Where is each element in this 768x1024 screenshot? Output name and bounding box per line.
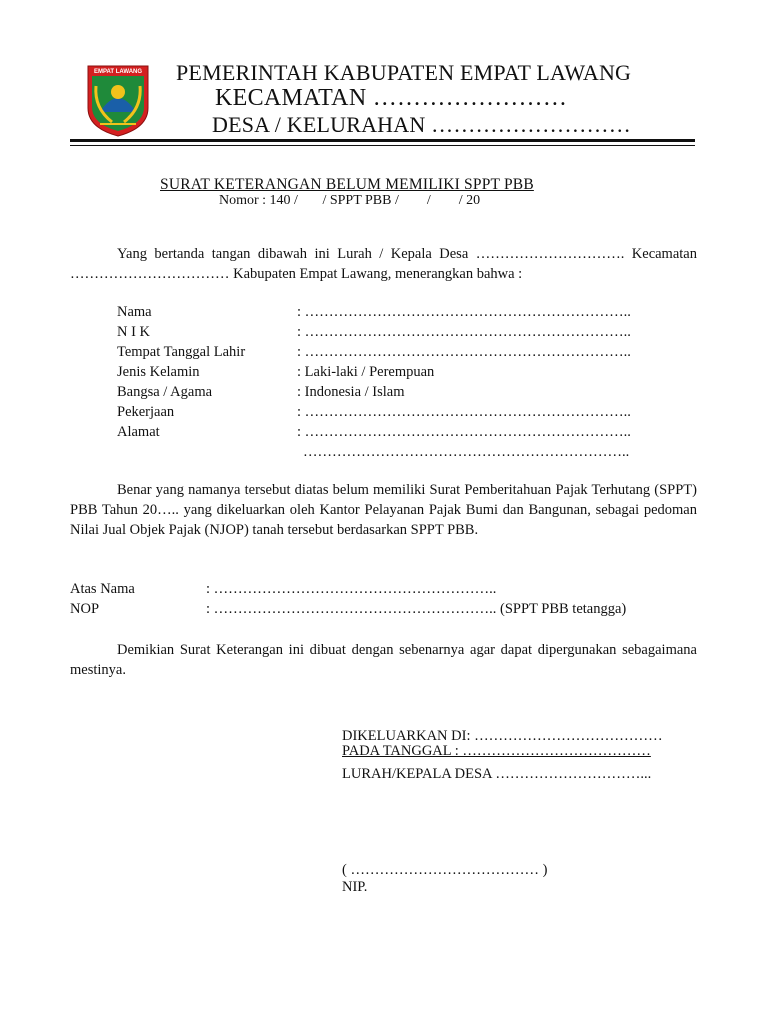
field-row-jenis-kelamin <box>0 362 768 382</box>
field-value: : Laki-laki / Perempuan <box>297 364 435 380</box>
alamat-continuation: ………………………………………………………….. <box>303 444 630 460</box>
letterhead-line-2: KECAMATAN …………………… <box>215 85 568 111</box>
letter-title: SURAT KETERANGAN BELUM MEMILIKI SPPT PBB <box>160 176 534 193</box>
field-row-ttl <box>0 342 768 362</box>
letterhead-rule-thin <box>70 145 695 146</box>
field-label: Tempat Tanggal Lahir <box>117 344 246 360</box>
field-value: : ………………………………………………………….. <box>297 424 631 440</box>
field-value: : Indonesia / Islam <box>297 384 405 400</box>
field-value: : ………………………………………………….. (SPPT PBB tetangga) <box>206 601 627 617</box>
body-paragraph: Benar yang namanya tersebut diatas belum memiliki Surat Pemberitahuan Pajak Terhutang (SPPT) PBB Tahun 20….. yang dikeluarkan oleh Kantor Pelayanan Pajak Bumi dan Bangunan, sebagai pedoman Nilai Jual Objek Pajak (NJOP) tanah tersebut berdasarkan SPPT PBB. <box>70 482 697 538</box>
field-value: : ………………………………………………………….. <box>297 404 631 420</box>
field-label: Alamat <box>117 424 160 440</box>
field-row-nama <box>0 302 768 322</box>
signatory-name: ( ………………………………… ) <box>342 862 548 878</box>
field-row-nik <box>0 322 768 342</box>
field-value: : ………………………………………………….. <box>206 581 497 597</box>
field-row-atas-nama <box>0 579 768 599</box>
letterhead-rule-thick <box>70 139 695 142</box>
letter-number: Nomor : 140 / / SPPT PBB / / / 20 <box>219 193 481 208</box>
letterhead-line-3: DESA / KELURAHAN ……………………… <box>212 112 631 137</box>
signatory-title: LURAH/KEPALA DESA …………………………... <box>342 766 652 782</box>
issued-at: DIKELUARKAN DI: ………………………………… <box>342 728 663 744</box>
signatory-nip: NIP. <box>342 879 368 895</box>
empat-lawang-emblem <box>82 64 154 138</box>
closing-paragraph: Demikian Surat Keterangan ini dibuat dengan sebenarnya agar dapat dipergunakan sebagaimana mestinya. <box>70 642 697 678</box>
intro-paragraph: Yang bertanda tangan dibawah ini Lurah / Kepala Desa …………………………. Kecamatan …………………………… Kabupaten Empat Lawang, menerangkan bahwa : <box>70 246 697 282</box>
field-value: : ………………………………………………………….. <box>297 324 631 340</box>
field-row-alamat <box>0 422 768 442</box>
emblem-text: EMPAT LAWANG <box>93 69 143 75</box>
field-label: Bangsa / Agama <box>117 384 213 400</box>
field-label: Nama <box>117 304 152 320</box>
letterhead-line-1: PEMERINTAH KABUPATEN EMPAT LAWANG <box>176 60 632 85</box>
field-label: Pekerjaan <box>117 404 175 420</box>
issued-date: PADA TANGGAL : ………………………………… <box>342 743 651 759</box>
field-value: : ………………………………………………………….. <box>297 344 631 360</box>
field-row-nop <box>0 599 768 619</box>
field-label: Atas Nama <box>70 581 135 597</box>
field-value: : ………………………………………………………….. <box>297 304 631 320</box>
field-label: Jenis Kelamin <box>117 364 200 380</box>
field-row-pekerjaan <box>0 402 768 422</box>
field-row-bangsa-agama <box>0 382 768 402</box>
field-label: NOP <box>70 601 100 617</box>
field-label: N I K <box>117 324 151 340</box>
